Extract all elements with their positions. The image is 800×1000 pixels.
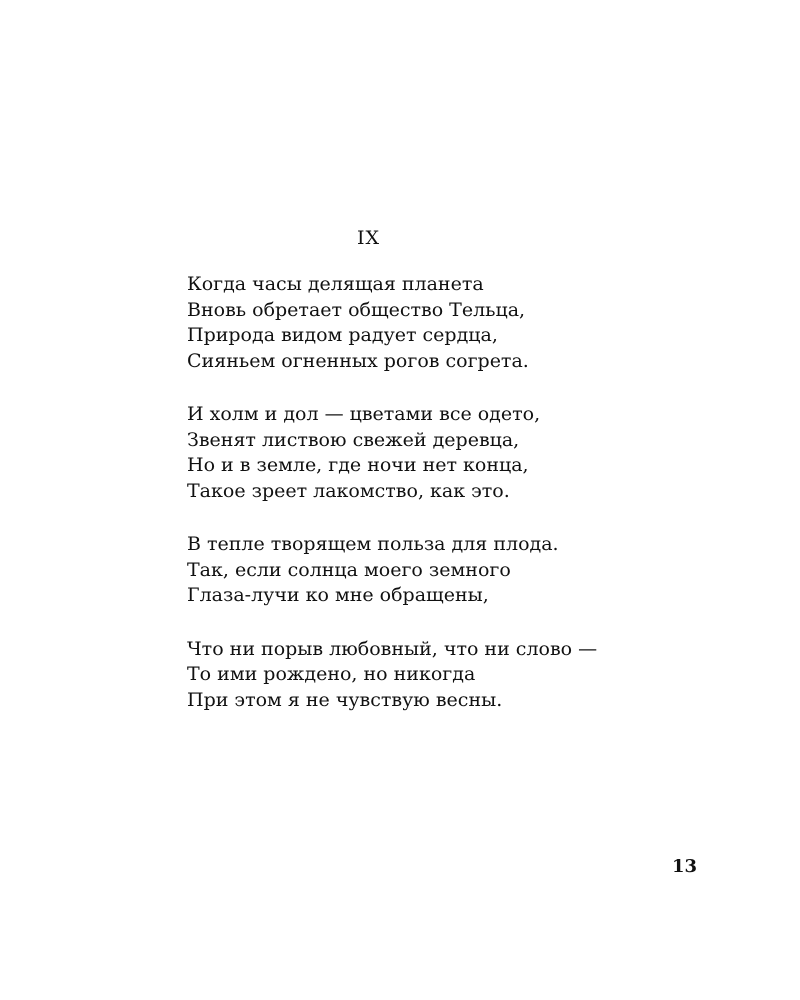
poem-line: Когда часы делящая планета	[187, 273, 484, 295]
stanza	[187, 402, 707, 504]
stanza	[187, 532, 707, 609]
poem-line: То ими рождено, но никогда	[187, 663, 476, 685]
poem-line: Вновь обретает общество Тельца,	[187, 298, 526, 321]
poem-line: Так, если солнца моего земного	[187, 558, 511, 581]
poem-line: Такое зреет лакомство, как это.	[187, 479, 510, 502]
poem-heading: IX	[357, 227, 381, 249]
poem-body	[187, 272, 707, 741]
stanza	[187, 272, 707, 374]
stanza	[187, 637, 707, 714]
poem-line: При этом я не чувствую весны.	[187, 688, 503, 711]
poem-line: И холм и дол — цветами все одето,	[187, 403, 541, 425]
poem-line: Звенят листвою свежей деревца,	[187, 428, 520, 451]
poem-line: Природа видом радует сердца,	[187, 324, 498, 346]
poem-line: Сияньем огненных рогов согрета.	[187, 349, 529, 372]
poem-line: Но и в земле, где ночи нет конца,	[187, 454, 529, 476]
poem-line: Что ни порыв любовный, что ни слово —	[187, 637, 598, 660]
poem-line: В тепле творящем польза для плода.	[187, 533, 559, 555]
poem-line: Глаза-лучи ко мне обращены,	[187, 584, 489, 606]
page-number: 13	[672, 856, 698, 877]
